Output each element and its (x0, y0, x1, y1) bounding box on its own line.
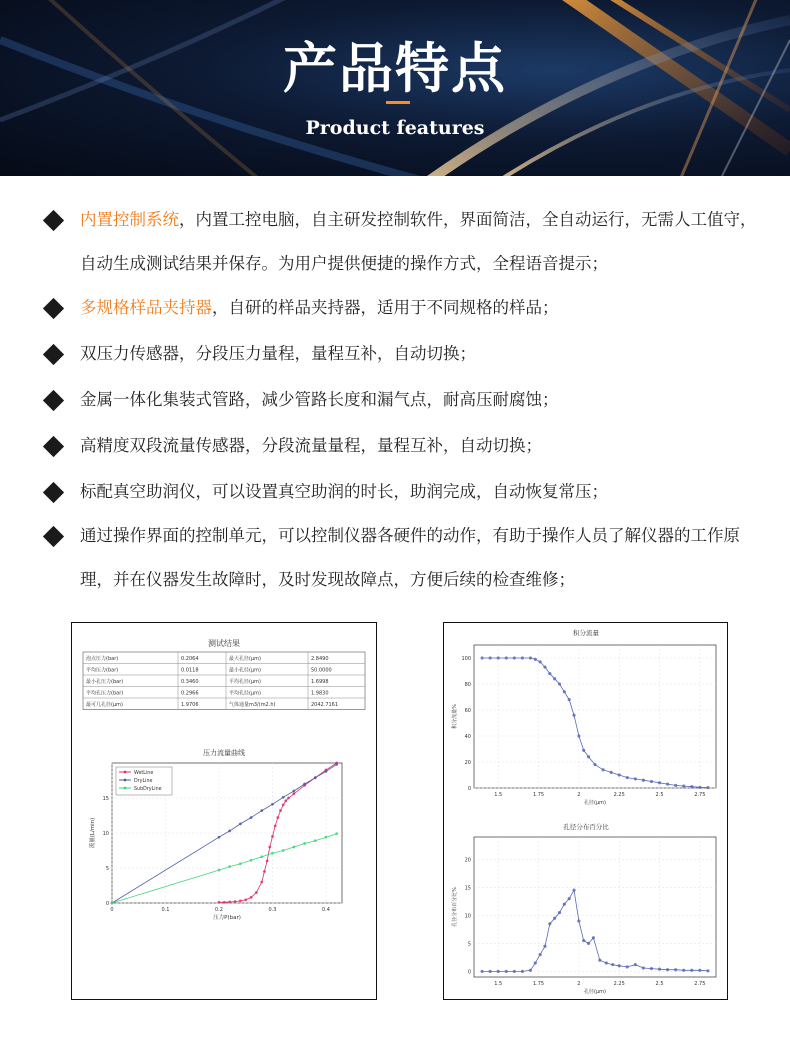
pore-size-distribution-chart (451, 837, 716, 995)
data-point (481, 657, 484, 660)
data-point (642, 967, 645, 970)
data-point (497, 970, 500, 973)
y-tick-label: 10 (464, 913, 471, 920)
y-tick-label: 20 (464, 760, 471, 766)
data-point (282, 849, 284, 851)
pore-distribution-panel (443, 622, 728, 1000)
data-point (223, 901, 225, 903)
y-tick-label: 10 (102, 831, 109, 837)
data-point (261, 856, 263, 858)
data-point (250, 816, 252, 818)
data-point (239, 863, 241, 865)
table-cell: 1.6998 (311, 679, 329, 685)
x-tick-label: 1.5 (494, 792, 503, 798)
feature-text (80, 424, 770, 468)
table-cell: 气体通量m3/(m2.h) (229, 702, 276, 708)
data-point (489, 657, 492, 660)
data-point (218, 901, 220, 903)
y-tick-label: 20 (464, 857, 471, 864)
feature-highlight: 多规格样品夹持器 (80, 298, 212, 317)
data-point (539, 661, 542, 664)
y-tick-label: 100 (461, 656, 471, 662)
feature-body: 高精度双段流量传感器，分段流量量程，量程互补，自动切换； (80, 436, 542, 455)
data-point (650, 780, 653, 783)
plot-frame (474, 837, 716, 977)
data-point (666, 783, 669, 786)
data-point (239, 900, 241, 902)
data-point (568, 698, 571, 701)
data-point (582, 939, 585, 942)
data-point (279, 809, 281, 811)
data-point (218, 836, 220, 838)
data-point (634, 963, 637, 966)
data-point (587, 942, 590, 945)
data-point (250, 896, 252, 898)
data-point (261, 809, 263, 811)
feature-text (80, 378, 770, 422)
data-point (228, 865, 230, 867)
data-point (111, 902, 113, 904)
data-point (587, 755, 590, 758)
data-point (521, 657, 524, 660)
y-axis-label: 孔径分布百分比% (452, 887, 458, 927)
results-report-panel (71, 622, 377, 1000)
page-title: 产品特点 (283, 37, 507, 100)
data-point (626, 776, 629, 779)
data-point (513, 657, 516, 660)
data-point (529, 969, 532, 972)
feature-body: 双压力传感器，分段压力量程，量程互补，自动切换； (80, 344, 476, 363)
data-point (505, 657, 508, 660)
results-report-graphic (72, 623, 376, 999)
data-point (263, 870, 265, 872)
data-point (303, 842, 305, 844)
y-tick-label: 0 (105, 901, 109, 907)
data-point (245, 899, 247, 901)
data-point (558, 683, 561, 686)
data-point (682, 969, 685, 972)
data-point (255, 891, 257, 893)
y-tick-label: 0 (467, 786, 471, 792)
y-tick-label: 60 (464, 708, 471, 714)
data-point (234, 900, 236, 902)
data-point (642, 779, 645, 782)
results-table (83, 652, 365, 710)
data-point (563, 903, 566, 906)
feature-text (80, 332, 770, 376)
data-point (325, 836, 327, 838)
table-cell: 最可几孔径(μm) (86, 702, 123, 708)
data-point (271, 852, 273, 854)
table-cell: 1.9830 (311, 690, 329, 697)
y-tick-label: 5 (105, 866, 109, 872)
legend-label: SubDryLine (134, 787, 162, 792)
table-cell: 0.2966 (181, 690, 199, 697)
data-point (605, 962, 608, 965)
legend-marker (124, 771, 127, 774)
chart-title: 压力流量曲线 (203, 749, 245, 757)
pressure-flow-chart (88, 762, 342, 921)
data-point (539, 953, 542, 956)
data-point (650, 967, 653, 970)
data-point (261, 881, 263, 883)
data-point (618, 964, 621, 967)
table-cell: 最小孔压力(bar) (86, 679, 124, 685)
pore-distribution-graphic (444, 623, 727, 999)
table-cell: 平均孔压力(bar) (86, 690, 124, 697)
data-point (634, 778, 637, 781)
feature-text (80, 470, 770, 514)
data-point (534, 658, 537, 661)
data-point (335, 833, 337, 835)
diamond-bullet-icon (43, 390, 64, 411)
x-tick-label: 0.1 (161, 907, 170, 913)
data-point (218, 869, 220, 871)
data-point (594, 763, 597, 766)
data-point (534, 962, 537, 965)
data-point (489, 970, 492, 973)
data-point (529, 657, 532, 660)
table-cell: 1.9706 (181, 702, 199, 708)
x-tick-label: 1.75 (532, 792, 545, 798)
diamond-bullet-icon (43, 344, 64, 365)
y-axis-label: 流量(L/min) (90, 817, 96, 849)
table-cell: 2.8490 (311, 656, 329, 662)
data-point (611, 963, 614, 966)
data-point (563, 690, 566, 693)
data-point (277, 816, 279, 818)
table-cell: 平均压力(bar) (86, 667, 119, 674)
x-tick-label: 2.5 (655, 981, 664, 987)
plot-frame (474, 645, 716, 788)
data-point (293, 846, 295, 848)
data-point (707, 786, 710, 789)
diamond-bullet-icon (43, 482, 64, 503)
data-point (573, 714, 576, 717)
data-point (690, 969, 693, 972)
y-tick-label: 15 (464, 885, 471, 892)
data-point (690, 785, 693, 788)
table-cell: 平均孔径(μm) (229, 679, 261, 685)
x-tick-label: 0.2 (215, 907, 223, 913)
feature-text (80, 198, 770, 286)
data-point (250, 859, 252, 861)
data-point (287, 797, 289, 799)
data-point (282, 804, 284, 806)
data-point (658, 781, 661, 784)
y-tick-label: 80 (464, 682, 471, 688)
data-point (666, 968, 669, 971)
data-point (271, 803, 273, 805)
x-tick-label: 2.75 (694, 981, 706, 987)
diamond-bullet-icon (43, 436, 64, 457)
page-subtitle: Product features (305, 117, 485, 139)
data-point (577, 735, 580, 738)
x-axis-label: 孔径(μm) (584, 989, 606, 995)
data-point (266, 860, 268, 862)
data-point (674, 784, 677, 787)
data-point (658, 968, 661, 971)
data-point (239, 823, 241, 825)
x-tick-label: 1.75 (532, 981, 545, 987)
data-point (544, 666, 547, 669)
legend-marker (124, 787, 127, 790)
table-cell: 2042.7161 (311, 702, 339, 708)
data-point (626, 966, 629, 969)
table-cell: 泡点压力(bar) (86, 656, 119, 662)
table-cell: 0.3460 (181, 679, 199, 685)
data-point (303, 783, 305, 785)
data-point (271, 835, 273, 837)
data-point (314, 840, 316, 842)
data-point (553, 677, 556, 680)
data-point (548, 672, 551, 675)
diamond-bullet-icon (43, 298, 64, 319)
legend-marker (124, 779, 127, 782)
y-tick-label: 5 (467, 941, 471, 948)
data-point (682, 785, 685, 788)
x-tick-label: 2 (577, 981, 581, 987)
table-cell: 最小孔径(μm) (229, 667, 261, 674)
data-point (610, 771, 613, 774)
x-tick-label: 2 (577, 792, 581, 798)
data-point (698, 786, 701, 789)
chart-title: 孔径分布百分比 (563, 823, 609, 831)
data-point (602, 768, 605, 771)
legend-label: WetLine (134, 771, 154, 776)
x-axis-label: 压力P(bar) (213, 915, 241, 921)
y-tick-label: 0 (467, 969, 471, 976)
data-point (293, 790, 295, 792)
feature-body: ，内置工控电脑，自主研发控制软件，界面简洁，全自动运行，无需人工值守，自动生成测试结果并保存。为用户提供便捷的操作方式，全程语音提示； (80, 210, 757, 273)
table-cell: 平均孔径(μm) (229, 690, 261, 697)
data-point (274, 825, 276, 827)
feature-body: 金属一体化集装式管路，减少管路长度和漏气点，耐高压耐腐蚀； (80, 390, 559, 409)
data-point (558, 911, 561, 914)
feature-text (80, 286, 770, 330)
data-point (592, 936, 595, 939)
data-point (598, 959, 601, 962)
x-tick-label: 0.4 (321, 907, 330, 913)
data-point (228, 830, 230, 832)
table-cell: 最大孔径(μm) (229, 656, 261, 662)
integral-flow-chart (451, 645, 716, 806)
data-point (568, 897, 571, 900)
y-tick-label: 40 (464, 734, 471, 740)
data-point (548, 922, 551, 925)
y-axis-label: 积分流量% (452, 704, 458, 729)
feature-body: ，自研的样品夹持器，适用于不同规格的样品； (212, 298, 559, 317)
feature-text (80, 514, 770, 602)
data-point (282, 796, 284, 798)
data-point (293, 793, 295, 795)
data-point (674, 968, 677, 971)
table-cell: 50.0000 (311, 667, 332, 674)
table-cell: 0.0118 (181, 667, 199, 674)
data-point (553, 917, 556, 920)
data-point (521, 970, 524, 973)
header-banner (0, 0, 790, 176)
x-tick-label: 1.5 (494, 981, 503, 987)
data-point (325, 770, 327, 772)
x-tick-label: 0.3 (268, 907, 277, 913)
data-point (698, 969, 701, 972)
data-point (513, 970, 516, 973)
diamond-bullet-icon (43, 210, 64, 231)
feature-highlight: 内置控制系统 (80, 210, 179, 229)
results-table-title: 测试结果 (208, 639, 240, 648)
data-point (707, 969, 710, 972)
data-point (582, 749, 585, 752)
data-point (314, 777, 316, 779)
x-tick-label: 0 (110, 907, 114, 913)
feature-body: 通过操作界面的控制单元，可以控制仪器各硬件的动作，有助于操作人员了解仪器的工作原理，并在仪器发生故障时，及时发现故障点，方便后续的检查维修； (80, 526, 740, 589)
data-point (335, 763, 337, 765)
data-point (497, 657, 500, 660)
x-tick-label: 2.25 (613, 792, 625, 798)
data-point (573, 889, 576, 892)
x-axis-label: 孔径(μm) (584, 800, 606, 806)
data-point (544, 945, 547, 948)
data-point (269, 846, 271, 848)
data-point (505, 970, 508, 973)
data-point (481, 970, 484, 973)
y-tick-label: 15 (102, 796, 109, 802)
data-point (228, 901, 230, 903)
x-tick-label: 2.25 (613, 981, 625, 987)
x-tick-label: 2.75 (694, 792, 706, 798)
chart-title: 积分流量 (573, 629, 599, 637)
table-cell: 0.2064 (181, 656, 199, 662)
data-point (577, 920, 580, 923)
legend-label: DryLine (134, 779, 153, 784)
data-point (618, 774, 621, 777)
title-underline (386, 101, 410, 104)
diamond-bullet-icon (43, 526, 64, 547)
data-point (285, 800, 287, 802)
x-tick-label: 2.5 (655, 792, 664, 798)
feature-body: 标配真空助润仪，可以设置真空助润的时长，助润完成，自动恢复常压； (80, 482, 608, 501)
